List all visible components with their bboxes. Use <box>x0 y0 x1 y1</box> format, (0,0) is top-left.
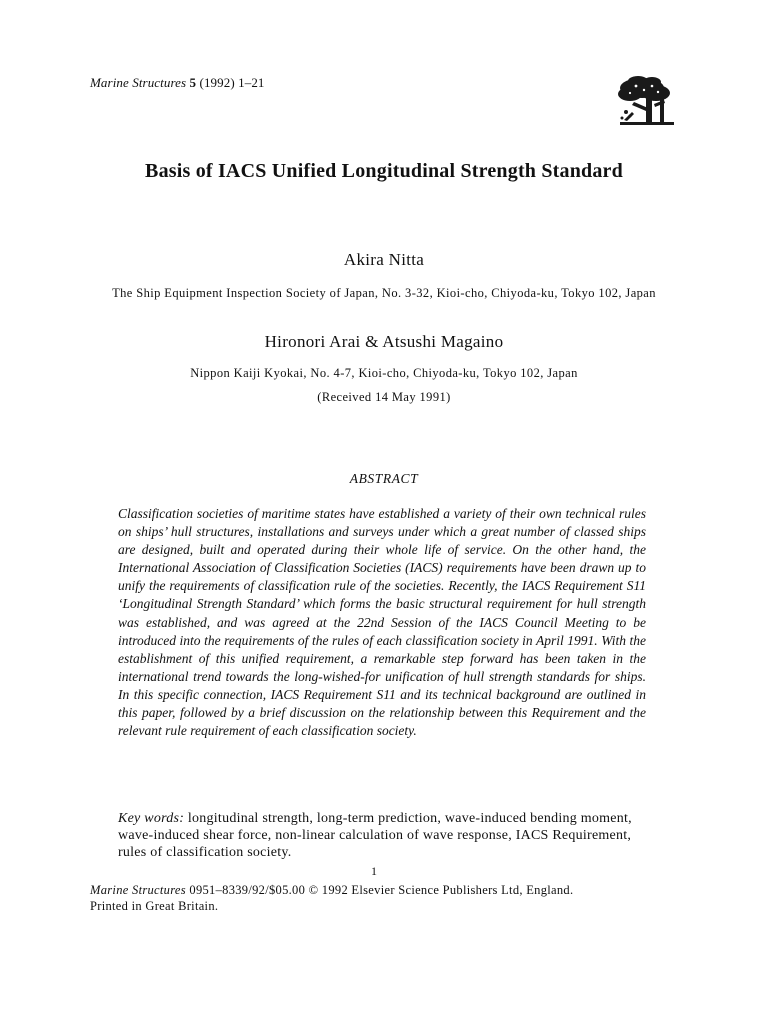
keywords-label: Key words: <box>118 811 185 826</box>
author-affiliation: The Ship Equipment Inspection Society of Japan, No. 3-32, Kioi-cho, Chiyoda-ku, Tokyo 102, Japan <box>112 286 656 300</box>
footer-issn-copyright: 0951–8339/92/$05.00 © 1992 Elsevier Science Publishers Ltd, England. <box>189 883 574 897</box>
keywords-text: longitudinal strength, long-term prediction, wave-induced bending moment, wave-induced shear force, non-linear calculation of wave response, IACS Requirement, rules of classification society. <box>118 811 632 860</box>
abstract-heading: ABSTRACT <box>349 471 419 486</box>
footer-journal-name: Marine Structures <box>90 883 186 897</box>
abstract-text: Classification societies of maritime states have established a variety of their own technical rules on ships’ hull structures, installations and surveys under which a great number of classed ships are designed, built and operated during their whole life of service. On the other hand, the International Association of Classification Societies (IACS) requirements have been drawn up to unify the requirements of classification rule of the societies. Recently, the IACS Requirement S11 ‘Longitudinal Strength Standard’ which forms the basic structural requirement for hull strength was established, and was agreed at the 22nd Session of the IACS Council Meeting to be introduced into the requirements of the rules of each classification society in April 1991. With the establishment of this unified requirement, a remarkable step forward has been taken in the international trend towards the long-wished-for unification of hull strength standards for ships. In this specific connection, IACS Requirement S11 and its technical background are outlined in this paper, followed by a brief discussion on the relationship between this Requirement and the relevant rule requirement of each classification society. <box>118 506 646 739</box>
author-name: Hironori Arai & Atsushi Magaino <box>264 332 504 351</box>
keywords-block <box>118 810 646 861</box>
publisher-tree-logo <box>612 72 676 130</box>
copyright-footer <box>90 882 690 914</box>
journal-name: Marine Structures <box>90 75 187 90</box>
received-date: (Received 14 May 1991) <box>317 390 451 404</box>
paper-title: Basis of IACS Unified Longitudinal Strength Standard <box>145 160 623 182</box>
journal-volume: 5 <box>189 75 197 90</box>
journal-year-pages: (1992) 1–21 <box>199 75 265 90</box>
footer-printed-in: Printed in Great Britain. <box>90 899 219 913</box>
page-number: 1 <box>371 864 377 878</box>
journal-reference <box>90 75 265 91</box>
author-affiliation: Nippon Kaiji Kyokai, No. 4-7, Kioi-cho, Chiyoda-ku, Tokyo 102, Japan <box>190 366 578 380</box>
footer-line-1 <box>90 882 690 898</box>
author-name: Akira Nitta <box>343 250 425 269</box>
